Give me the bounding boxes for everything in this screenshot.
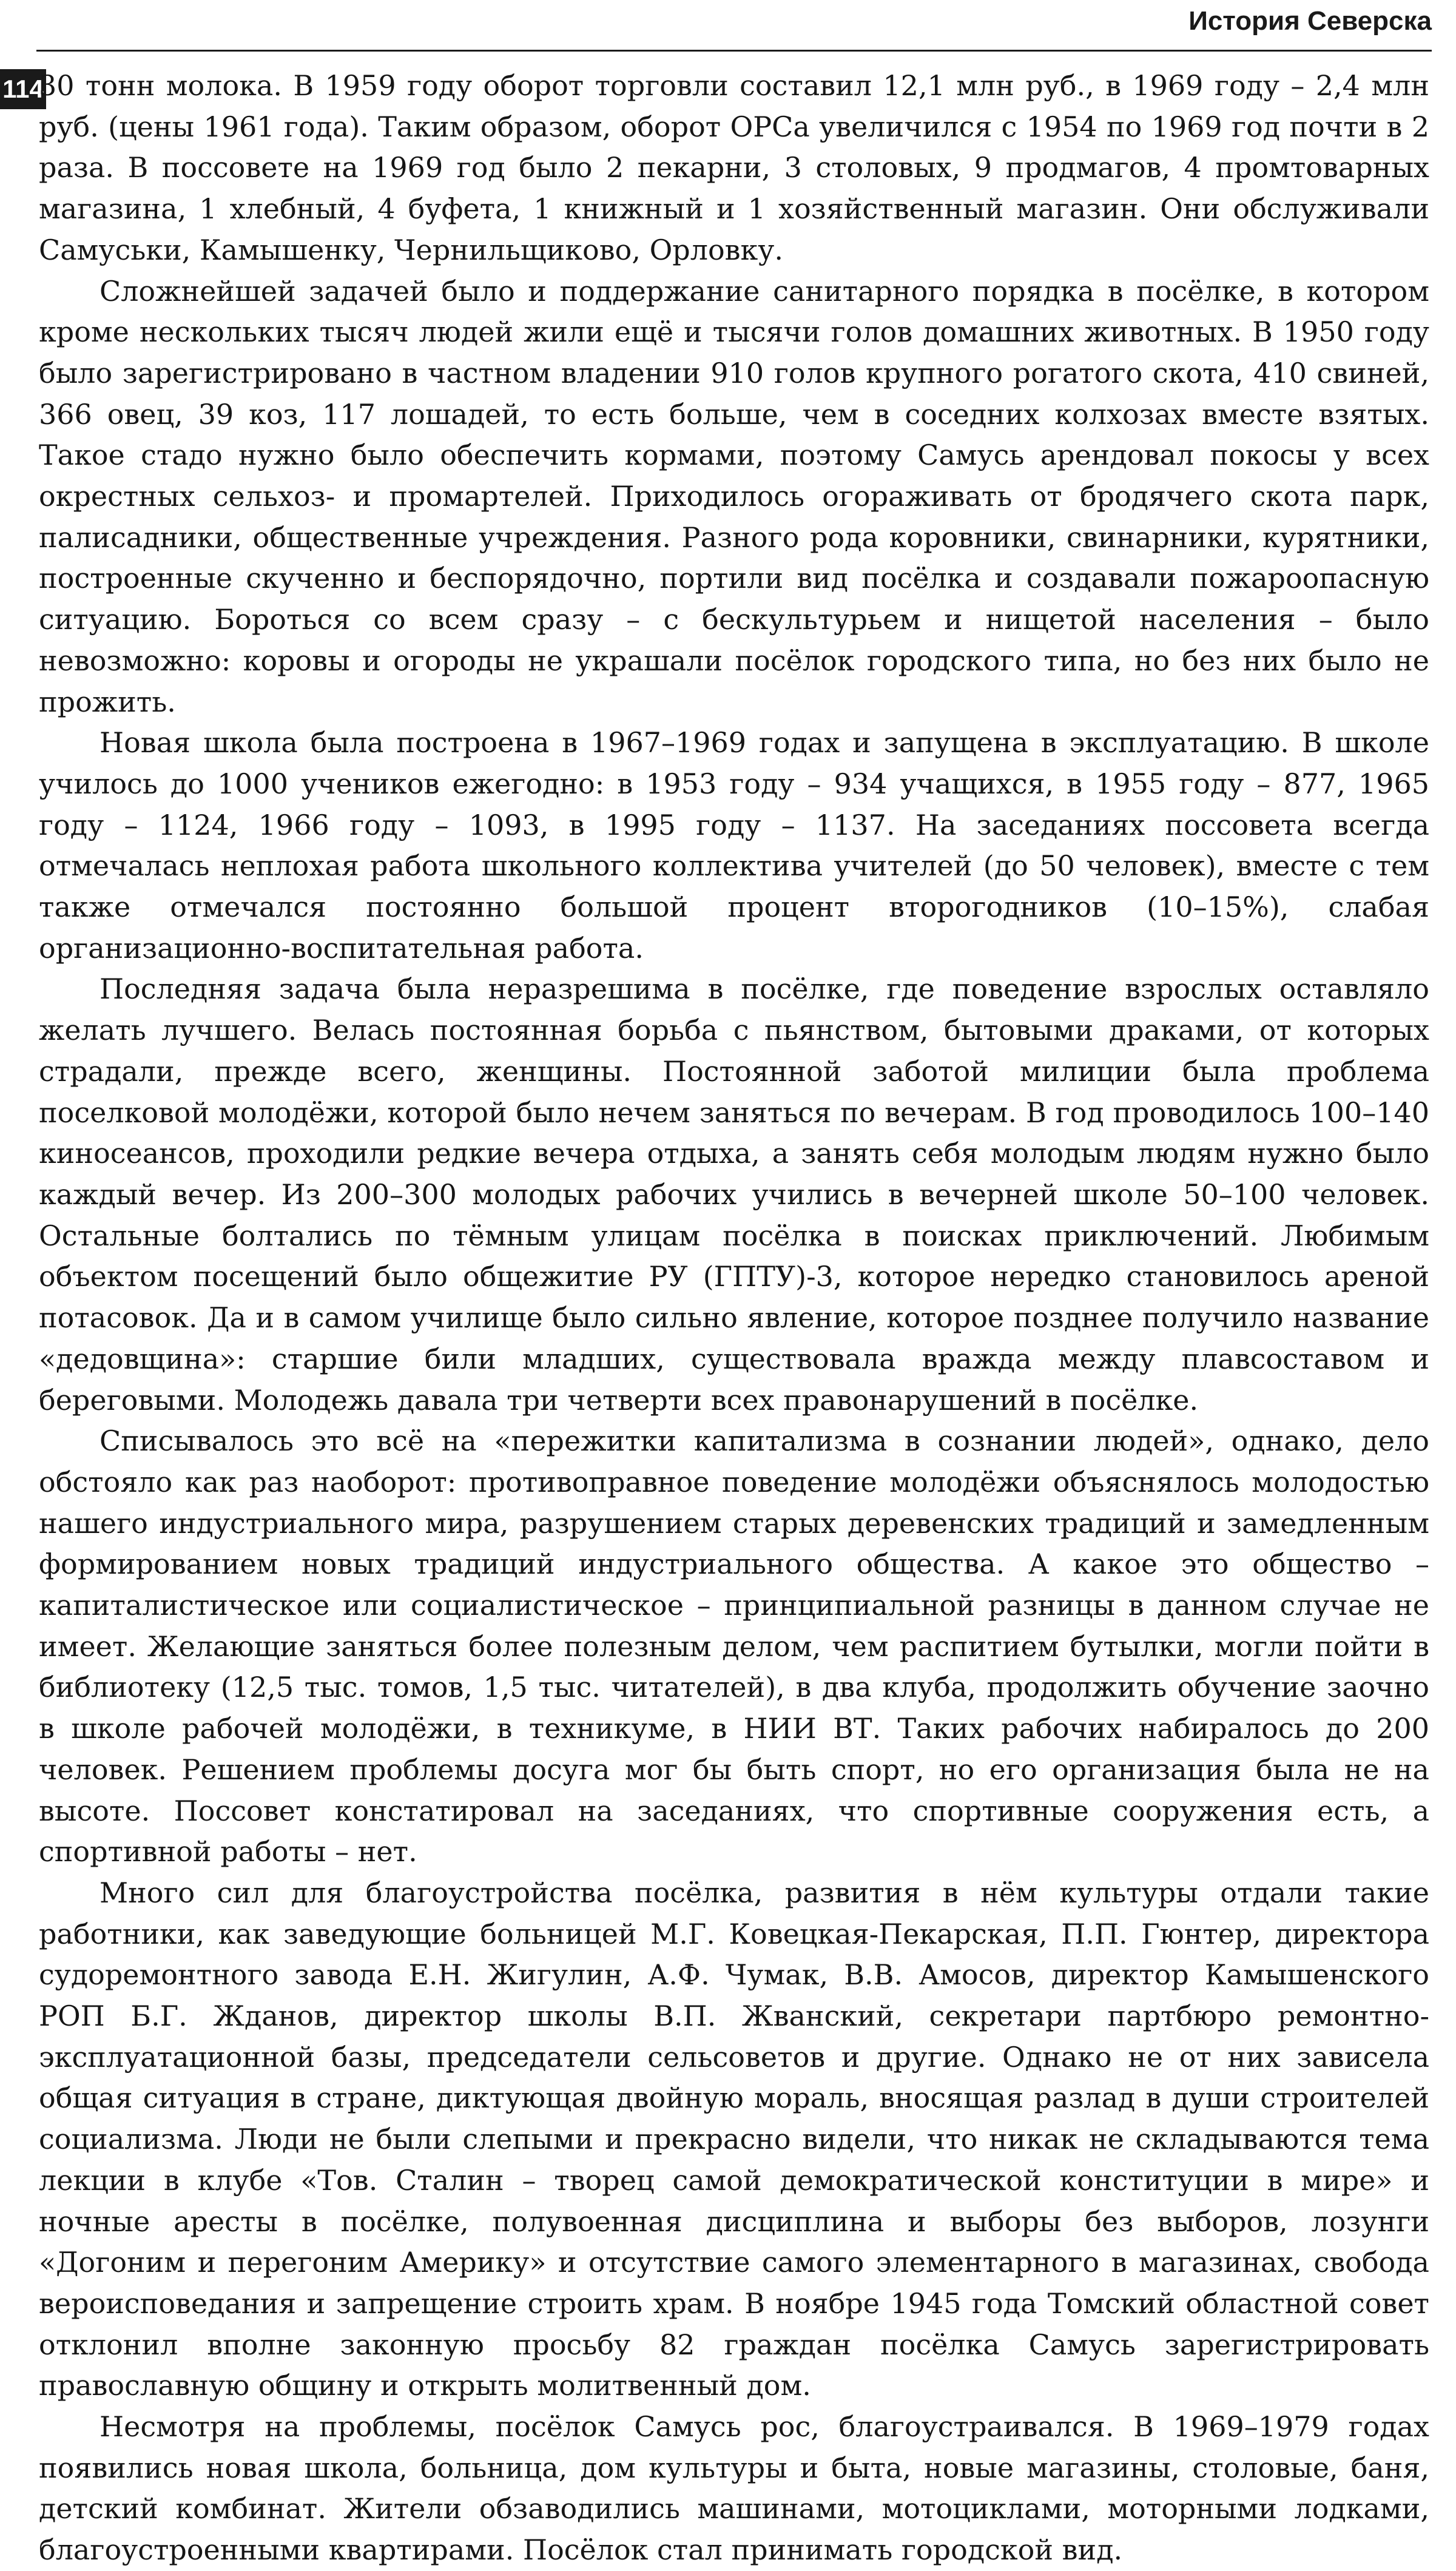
paragraph: Последняя задача была неразрешима в посёлке, где поведение взрослых оставляло желать лучшего. Велась постоянная борьба с пьянством, бытовыми драками, от которых страдали, прежде всего, женщины. Постоянной заботой милиции была проблема поселковой молодёжи, которой было нечем заняться по вечерам. В год проводилось 100–140 киносеансов, проходили редкие вечера отдыха, а занять себя молодым людям нужно было каждый вечер. Из 200–300 молодых рабочих учились в вечерней школе 50–100 человек. Остальные болтались по тёмным улицам посёлка в поисках приключений. Любимым объектом посещений было общежитие РУ (ГПТУ)-3, которое нередко становилось ареной потасовок. Да и в самом училище было сильно явление, которое позднее получило название «дедовщина»: старшие били младших, существовала вражда между плавсоставом и береговыми. Молодежь давала три четверти всех правонарушений в посёлке. <box>39 972 1429 1417</box>
paragraph: Новая школа была построена в 1967–1969 годах и запущена в эксплуатацию. В школе училось до 1000 учеников ежегодно: в 1953 году – 934 учащихся, в 1955 году – 877, 1965 году – 1124, 1966 году – 1093, в 1995 году – 1137. На заседаниях поссовета всегда отмечалась неплохая работа школьного коллектива учителей (до 50 человек), вместе с тем также отмечался постоянно большой процент второгодников (10–15%), слабая организационно-воспитательная работа. <box>39 726 1429 965</box>
page-number: 114 <box>0 69 46 109</box>
body-text <box>39 66 1429 2571</box>
paragraph: Несмотря на проблемы, посёлок Самусь рос, благоустраивался. В 1969–1979 годах появились новая школа, больница, дом культуры и быта, новые магазины, столовые, баня, детский комбинат. Жители обзаводились машинами, мотоциклами, моторными лодками, благоустроенными квартирами. Посёлок стал принимать городской вид. <box>39 2410 1429 2567</box>
running-title: История Северска <box>1188 6 1432 36</box>
paragraph: 30 тонн молока. В 1959 году оборот торговли составил 12,1 млн руб., в 1969 году – 2,4 млн руб. (цены 1961 года). Таким образом, оборот ОРСа увеличился с 1954 по 1969 год почти в 2 раза. В поссовете на 1969 год было 2 пекарни, 3 столовых, 9 продмагов, 4 промтоварных магазина, 1 хлебный, 4 буфета, 1 книжный и 1 хозяйственный магазин. Они обслуживали Самуськи, Камышенку, Чернильщиково, Орловку. <box>39 69 1429 266</box>
header-rule <box>36 50 1432 52</box>
paragraph: Сложнейшей задачей было и поддержание санитарного порядка в посёлке, в котором кроме нескольких тысяч людей жили ещё и тысячи голов домашних животных. В 1950 году было зарегистрировано в частном владении 910 голов крупного рогатого скота, 410 свиней, 366 овец, 39 коз, 117 лошадей, то есть больше, чем в соседних колхозах вместе взятых. Такое стадо нужно было обеспечить кормами, поэтому Самусь арендовал покосы у всех окрестных сельхоз- и промартелей. Приходилось огораживать от бродячего скота парк, палисадники, общественные учреждения. Разного рода коровники, свинарники, курятники, построенные скученно и беспорядочно, портили вид посёлка и создавали пожароопасную ситуацию. Бороться со всем сразу – с бескультурьем и нищетой населения – было невозможно: коровы и огороды не украшали посёлок городского типа, но без них было не прожить. <box>39 274 1429 718</box>
paragraph: Много сил для благоустройства посёлка, развития в нём культуры отдали такие работники, как заведующие больницей М.Г. Ковецкая-Пекарская, П.П. Гюнтер, директора судоремонтного завода Е.Н. Жигулин, А.Ф. Чумак, В.В. Амосов, директор Камышенского РОП Б.Г. Жданов, директор школы В.П. Жванский, секретари партбюро ремонтно-эксплуатационной базы, председатели сельсоветов и другие. Однако не от них зависела общая ситуация в стране, диктующая двойную мораль, вносящая разлад в души строителей социализма. Люди не были слепыми и прекрасно видели, что никак не складываются тема лекции в клубе «Тов. Сталин – творец самой демократической конституции в мире» и ночные аресты в посёлке, полувоенная дисциплина и выборы без выборов, лозунги «Догоним и перегоним Америку» и отсутствие самого элементарного в магазинах, свобода вероисповедания и запрещение строить храм. В ноябре 1945 года Томский областной совет отклонил вполне законную просьбу 82 граждан посёлка Самусь зарегистрировать православную общину и открыть молитвенный дом. <box>39 1876 1429 2402</box>
paragraph: Списывалось это всё на «пережитки капитализма в сознании людей», однако, дело обстояло как раз наоборот: противоправное поведение молодёжи объяснялось молодостью нашего индустриального мира, разрушением старых деревенских традиций и замедленным формированием новых традиций индустриального общества. А какое это общество – капиталистическое или социалистическое – принципиальной разницы в данном случае не имеет. Желающие заняться более полезным делом, чем распитием бутылки, могли пойти в библиотеку (12,5 тыс. томов, 1,5 тыс. читателей), в два клуба, продолжить обучение заочно в школе рабочей молодёжи, в техникуме, в НИИ ВТ. Таких рабочих набиралось до 200 человек. Решением проблемы досуга мог бы быть спорт, но его организация была не на высоте. Поссовет констатировал на заседаниях, что спортивные сооружения есть, а спортивной работы – нет. <box>39 1424 1429 1868</box>
